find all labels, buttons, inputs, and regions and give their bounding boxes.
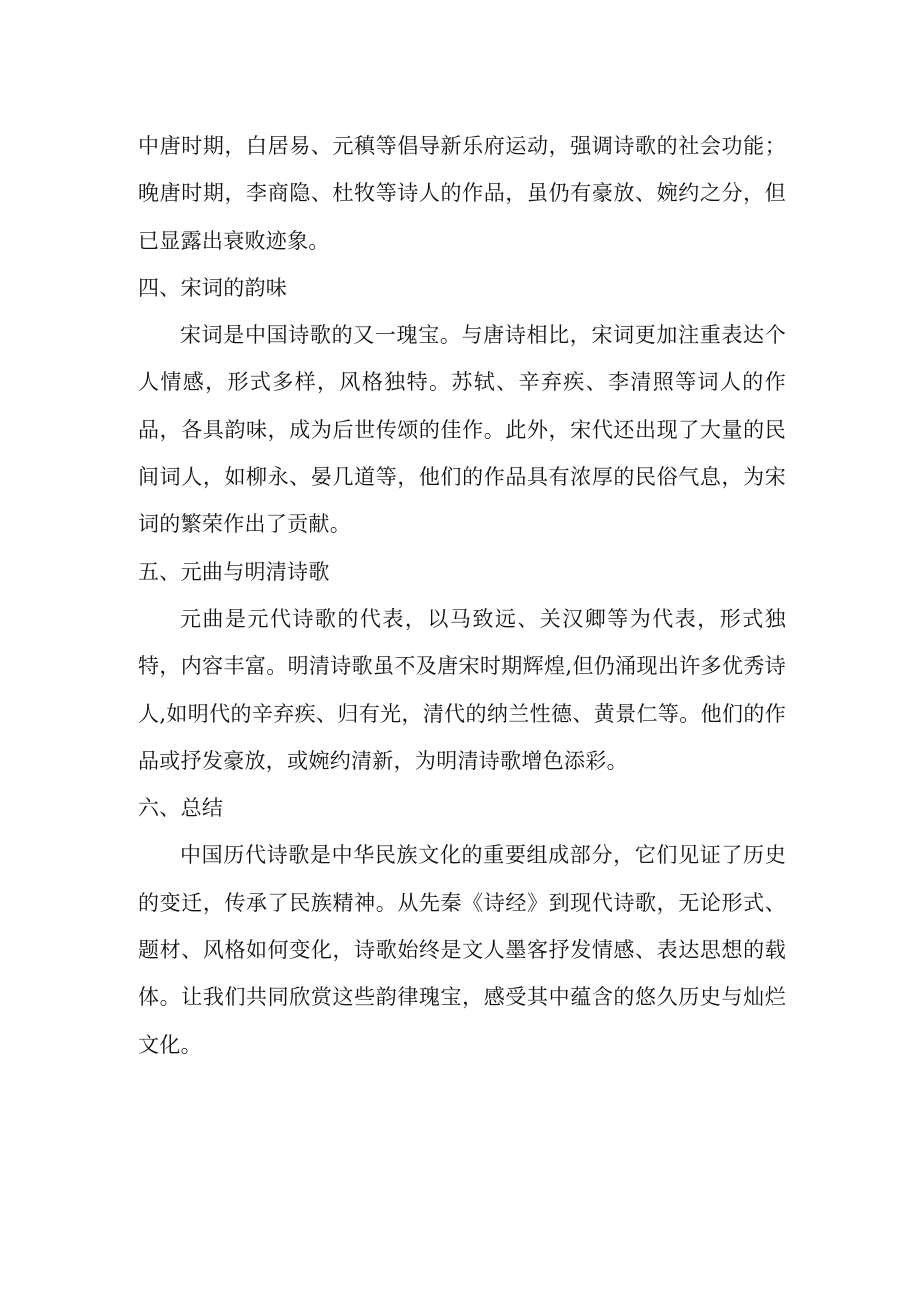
section-heading-yuan-ming-qing: 五、元曲与明清诗歌 bbox=[138, 559, 330, 584]
paragraph-song-ci: 宋词是中国诗歌的又一瑰宝。与唐诗相比，宋词更加注重表达个人情感，形式多样，风格独特。苏轼、辛弃疾、李清照等词人的作品，各具韵味，成为后世传颂的佳作。此外，宋代还出现了大量的民间词人，如柳永、晏几道等，他们的作品具有浓厚的民俗气息，为宋词的繁荣作出了贡献。 bbox=[138, 323, 786, 537]
paragraph-late-tang: 中唐时期，白居易、元稹等倡导新乐府运动，强调诗歌的社会功能；晚唐时期，李商隐、杜牧等诗人的作品，虽仍有豪放、婉约之分，但已显露出衰败迹象。 bbox=[138, 134, 786, 253]
paragraph-yuan-ming-qing: 元曲是元代诗歌的代表，以马致远、关汉卿等为代表，形式独特，内容丰富。明清诗歌虽不及唐宋时期辉煌,但仍涌现出许多优秀诗人,如明代的辛弃疾、归有光，清代的纳兰性德、黄景仁等。他们的作品或抒发豪放，或婉约清新，为明清诗歌增色添彩。 bbox=[138, 606, 786, 773]
section-heading-summary: 六、总结 bbox=[138, 796, 224, 821]
section-heading-song-ci: 四、宋词的韵味 bbox=[138, 275, 288, 300]
document-body bbox=[138, 123, 786, 1069]
paragraph-summary: 中国历代诗歌是中华民族文化的重要组成部分，它们见证了历史的变迁，传承了民族精神。从先秦《诗经》到现代诗歌，无论形式、题材、风格如何变化，诗歌始终是文人墨客抒发情感、表达思想的载体。让我们共同欣赏这些韵律瑰宝，感受其中蕴含的悠久历史与灿烂文化。 bbox=[138, 843, 786, 1057]
